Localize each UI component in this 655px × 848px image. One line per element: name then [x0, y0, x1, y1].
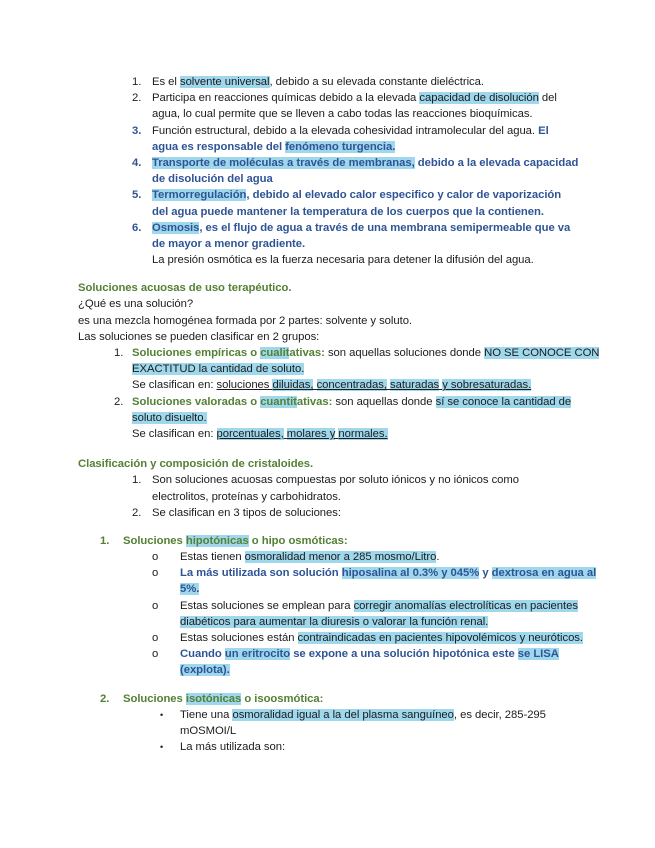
line-text [132, 396, 571, 408]
list-marker: o [152, 599, 159, 612]
text-run: Es el [152, 76, 180, 88]
list-marker: 2. [132, 506, 142, 519]
line-text [180, 648, 559, 660]
section-gap [78, 268, 585, 280]
highlighted-text: saturadas [389, 379, 440, 392]
list-marker: o [152, 551, 159, 564]
list-item-continuation [78, 171, 585, 187]
highlighted-text: contraindicadas en pacientes hipovolémicos y neuróticos. [297, 632, 583, 644]
highlighted-text: isotónicas [185, 692, 242, 705]
list-marker: o [152, 632, 159, 644]
line-text [152, 507, 341, 519]
section-heading [78, 280, 585, 296]
list-marker: o [152, 567, 159, 580]
highlighted-text: NO SE CONOCE CON [484, 347, 600, 359]
list-marker: 5. [132, 189, 142, 202]
text-run: agua es responsable del [152, 140, 286, 153]
text-run: , es decir, 285-295 [453, 708, 546, 721]
list-item [78, 155, 585, 171]
bullet-item [78, 598, 585, 614]
line-text [78, 458, 313, 470]
highlighted-text: molares y [286, 427, 336, 440]
text-run: Participa en reacciones químicas debido a la elevada [152, 92, 420, 105]
highlighted-text: osmoralidad menor a 285 mosmo/Litro [244, 551, 437, 564]
list-marker: 1. [100, 534, 110, 547]
text-run: soluciones [216, 379, 273, 392]
line-text [152, 92, 557, 104]
highlighted-text: porcentuales, [216, 427, 284, 440]
highlighted-text: hiposalina al 0.3% y 045% [341, 567, 480, 580]
line-text [180, 741, 285, 753]
text-run: Soluciones [123, 692, 186, 705]
text-run: El [538, 124, 549, 137]
text-run: Estas soluciones se emplean para [180, 599, 354, 612]
paragraph [78, 329, 585, 345]
text-run: Son soluciones acuosas compuestas por soluto iónicos y no iónicos como [152, 474, 519, 487]
bullet-continuation [78, 662, 585, 678]
section-gap [78, 679, 585, 691]
line-text [123, 693, 323, 705]
list-item-continuation [78, 410, 585, 426]
section-gap [78, 521, 585, 533]
paragraph [78, 296, 585, 312]
line-text [132, 412, 207, 424]
list-marker: 3. [132, 124, 142, 137]
line-text [152, 206, 544, 218]
highlighted-text: solvente universal [179, 76, 270, 88]
list-marker: 6. [132, 221, 142, 234]
text-run: Se clasifican en: [132, 379, 217, 392]
bullet-continuation [78, 614, 585, 630]
line-text [132, 428, 388, 440]
list-marker: 1. [114, 347, 124, 359]
list-marker: 1. [132, 76, 142, 88]
line-text [152, 254, 534, 266]
text-run: Se clasifican en: [132, 427, 217, 440]
highlighted-text: osmoralidad igual a la del plasma sanguíneo [232, 708, 454, 721]
text-run: electrolitos, proteínas y carbohidratos. [152, 490, 341, 503]
highlighted-text: normales. [338, 427, 388, 440]
list-item-continuation [78, 204, 585, 220]
line-text [132, 363, 304, 375]
bullet-item [78, 549, 585, 565]
list-item-continuation [78, 236, 585, 252]
line-text [152, 474, 519, 486]
paragraph [78, 252, 585, 268]
text-run: o isoosmótica: [241, 692, 324, 705]
list-item [78, 472, 585, 488]
list-item [78, 74, 585, 90]
list-item [78, 345, 600, 361]
highlighted-text: 5%. [180, 583, 200, 596]
list-marker: 2. [100, 692, 110, 705]
line-text [152, 238, 305, 250]
text-run: y [479, 567, 492, 580]
list-marker: o [152, 648, 159, 661]
list-item [78, 533, 585, 549]
bullet-continuation [78, 581, 585, 597]
line-text [152, 157, 578, 169]
line-text [180, 664, 230, 676]
text-run: Se clasifican en 3 tipos de soluciones: [152, 506, 341, 519]
section-heading [78, 456, 585, 472]
line-text [180, 616, 488, 628]
highlighted-text: un eritrocito [224, 648, 291, 661]
text-run: Clasificación y composición de cristaloides. [78, 458, 314, 471]
list-marker: 2. [114, 395, 124, 408]
line-text [152, 189, 561, 201]
line-text [180, 600, 578, 612]
highlighted-text: Transporte de moléculas a través de membranas, [152, 156, 415, 169]
line-text [180, 583, 199, 595]
line-text [78, 331, 319, 343]
highlighted-text: se LISA [517, 648, 559, 661]
text-run: Estas tienen [180, 551, 245, 564]
list-item-continuation [78, 377, 585, 393]
line-text [180, 709, 546, 721]
text-run: debido a la elevada capacidad [414, 156, 579, 169]
list-item [78, 505, 585, 521]
text-run: ¿Qué es una solución? [78, 298, 194, 311]
list-marker: 1. [132, 474, 142, 487]
line-text [152, 76, 484, 88]
text-run: La presión osmótica es la fuerza necesaria para detener la difusión del agua. [152, 254, 534, 267]
list-item-continuation [78, 106, 585, 122]
text-run: Cuando [180, 648, 225, 661]
highlighted-text: cualit [260, 347, 290, 359]
list-item-continuation [78, 426, 585, 442]
list-item-continuation [78, 361, 585, 377]
text-run: agua, lo cual permite que se lleven a cabo todas las reacciones bioquímicas. [152, 108, 533, 121]
text-run: , debido a su elevada constante dieléctrica. [269, 76, 484, 88]
line-text [78, 282, 291, 294]
text-run: de disolución del agua [152, 173, 273, 186]
text-run: se expone a una solución hipotónica este [290, 648, 518, 661]
paragraph [78, 313, 585, 329]
highlighted-text: dextrosa en agua al [491, 567, 597, 580]
highlighted-text: EXACTITUD la cantidad de soluto. [132, 363, 305, 376]
line-text [152, 173, 273, 185]
line-text [180, 551, 439, 563]
line-text [180, 725, 236, 737]
text-run: Soluciones empíricas o [132, 347, 261, 359]
highlighted-text: diabéticos para aumentar la diuresis o valorar la función renal. [180, 615, 489, 628]
line-text [152, 222, 570, 234]
text-run: , es el flujo de agua a través de una membrana semipermeable que va [199, 221, 571, 234]
line-text [180, 567, 596, 579]
line-text [78, 298, 193, 310]
line-text [123, 535, 348, 547]
line-text [152, 491, 341, 503]
list-item-continuation [78, 139, 585, 155]
bullet-continuation [78, 723, 585, 739]
line-text [152, 141, 395, 153]
list-marker: 4. [132, 156, 142, 169]
highlighted-text: cuantit [260, 395, 297, 408]
text-run: . [436, 551, 440, 564]
text-run: Soluciones valoradas o [132, 395, 261, 408]
list-item [78, 187, 585, 203]
highlighted-text: (explota). [180, 664, 230, 677]
highlighted-text: corregir anomalías electrolíticas en pacientes [353, 599, 578, 612]
bullet-item [78, 646, 585, 662]
line-text [180, 632, 583, 644]
list-marker: • [160, 742, 164, 753]
line-text [78, 315, 412, 327]
text-run: es una mezcla homogénea formada por 2 partes: solvente y soluto. [78, 314, 413, 327]
text-run: Estas soluciones están [180, 632, 298, 644]
highlighted-text: fenómeno turgencia. [285, 140, 396, 153]
text-run: Función estructural, debido a la elevada cohesividad intramolecular del agua. [152, 124, 539, 137]
bullet-item [78, 630, 585, 646]
list-item [78, 123, 585, 139]
list-item [78, 394, 585, 410]
bullet-item [78, 707, 585, 723]
list-marker: 2. [132, 92, 142, 105]
line-text [152, 125, 549, 137]
text-run: ativas: [296, 395, 333, 408]
section-gap [78, 442, 585, 456]
highlighted-text: sí se conoce la cantidad de [435, 395, 572, 408]
line-text [152, 108, 533, 120]
line-text [132, 379, 531, 391]
highlighted-text: diluidas, [272, 379, 314, 392]
text-run: son aquellas soluciones donde [324, 347, 485, 359]
text-run: del agua puede mantener la temperatura de los cuerpos que la contienen. [152, 205, 544, 218]
highlighted-text: hipotónicas [185, 534, 249, 547]
list-item [78, 220, 585, 236]
text-run: Soluciones acuosas de uso terapéutico. [78, 282, 292, 295]
list-item-continuation [78, 489, 585, 505]
text-run: son aquellas donde [332, 395, 436, 408]
list-marker: • [160, 709, 164, 720]
list-item [78, 691, 585, 707]
text-run: ativas: [289, 347, 325, 359]
highlighted-text: concentradas, [316, 379, 387, 392]
text-run: Tiene una [180, 708, 233, 721]
text-run: mOSMOI/L [180, 724, 237, 737]
text-run: del [538, 92, 557, 105]
line-text [132, 347, 599, 359]
bullet-item [78, 739, 585, 755]
highlighted-text: capacidad de disolución [419, 92, 539, 105]
text-run: , debido al elevado calor especifico y calor de vaporización [246, 189, 562, 202]
highlighted-text: soluto disuelto. [132, 411, 207, 424]
text-run: de mayor a menor gradiente. [152, 237, 306, 250]
highlighted-text: y sobresaturadas. [442, 379, 532, 392]
list-item [78, 90, 585, 106]
highlighted-text: Termorregulación [152, 189, 247, 202]
text-run: o hipo osmóticas: [248, 534, 348, 547]
text-run: La más utilizada son solución [180, 567, 342, 580]
text-run: Las soluciones se pueden clasificar en 2 grupos: [78, 330, 320, 343]
text-run: La más utilizada son: [180, 741, 286, 754]
bullet-item [78, 565, 597, 581]
highlighted-text: Osmosis [152, 221, 200, 234]
text-run: Soluciones [123, 534, 186, 547]
